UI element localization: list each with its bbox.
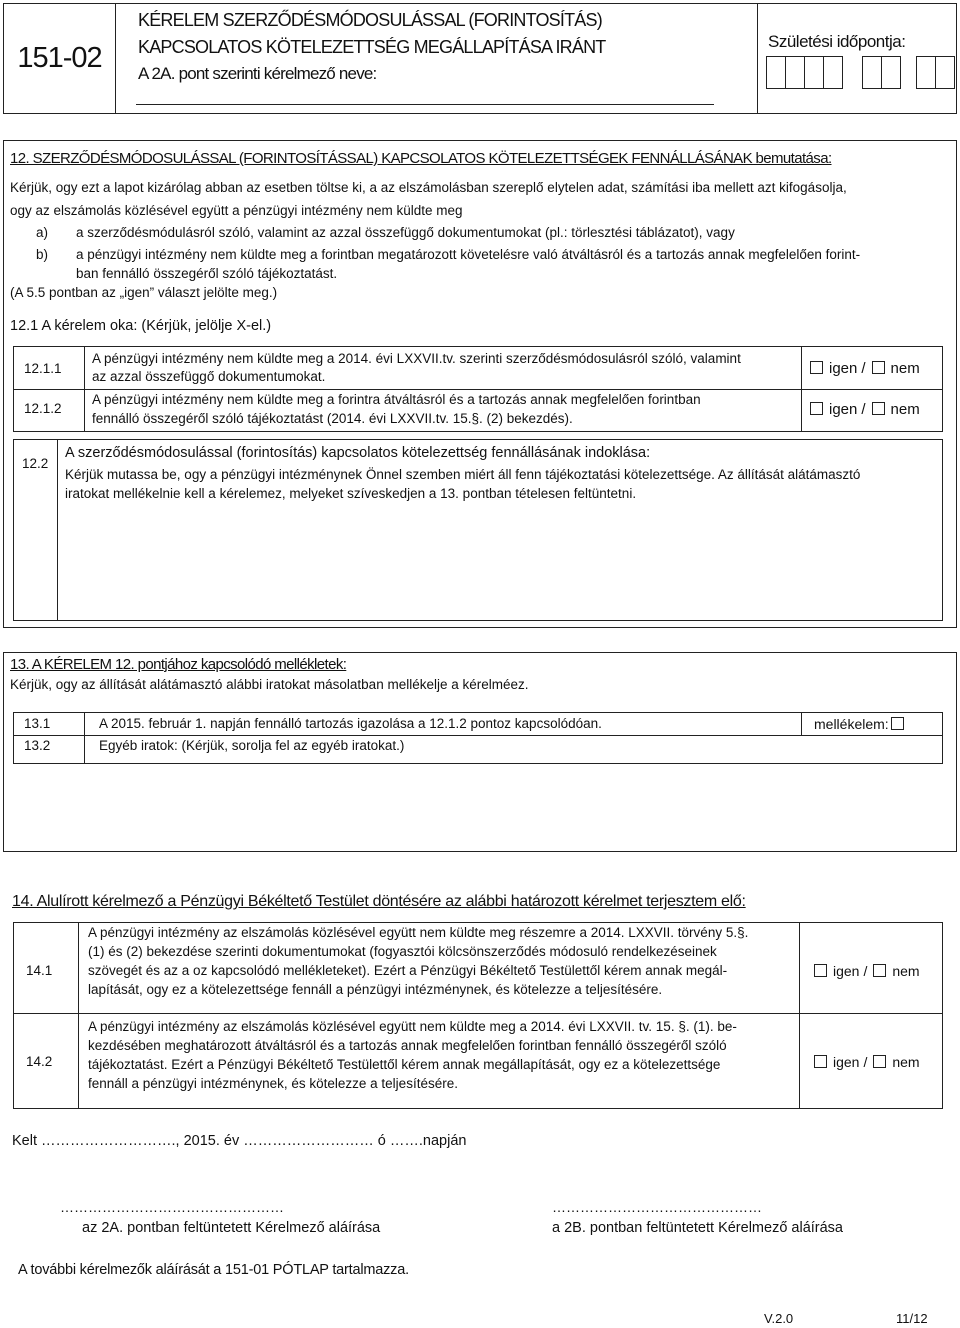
table-divider	[14, 1013, 942, 1014]
checkbox-no[interactable]	[872, 361, 885, 374]
row-num: 13.2	[24, 738, 51, 753]
table-divider	[78, 923, 79, 1108]
checkbox-attached[interactable]	[891, 717, 904, 730]
row-num: 14.2	[26, 1054, 53, 1069]
table-divider	[801, 713, 802, 735]
dob-digit-box[interactable]	[785, 56, 805, 89]
yes-no-choice: igen / nem	[810, 360, 920, 377]
row-text: Egyéb iratok: (Kérjük, sorolja fel az egyéb iratokat.)	[99, 738, 405, 753]
row-num: 12.1.2	[24, 401, 62, 416]
sub-12-2-num: 12.2	[22, 456, 49, 471]
table-divider	[14, 735, 942, 736]
row-text-line: A pénzügyi intézmény az elszámolás közlésével együtt nem küldte meg részemre a 2014. LXXVII. törvény 5.§.	[88, 925, 749, 940]
dob-digit-box[interactable]	[823, 56, 843, 89]
item-a-text: a szerződésmódulásról szóló, valamint az azzal összefüggő dokumentumokat (pl.: törlesztési táblázatot), vagy	[76, 225, 735, 240]
sub-12-2-heading: A szerződésmódosulással (forintosítás) kapcsolatos kötelezettség fennállásának indoklása:	[65, 445, 651, 461]
page-number: 11/12	[896, 1311, 928, 1326]
checkbox-no[interactable]	[873, 1055, 886, 1068]
dob-digit-box[interactable]	[881, 56, 901, 89]
date-line[interactable]: Kelt ………………………., 2015. év ……………………… ó …….napján	[12, 1133, 467, 1149]
dob-digit-box[interactable]	[935, 56, 955, 89]
row-num: 13.1	[24, 716, 51, 731]
signature-line-right[interactable]: ………………………………………	[552, 1199, 762, 1215]
signature-line-left[interactable]: …………………………………………	[60, 1199, 284, 1215]
table-12-1	[13, 346, 943, 432]
signature-label-left: az 2A. pontban feltüntetett Kérelmező aláírása	[82, 1220, 381, 1236]
dob-block	[758, 4, 956, 113]
row-text-line: az azzal összefüggő dokumentumokat.	[92, 369, 326, 384]
dob-digit-box[interactable]	[804, 56, 824, 89]
dob-digit-box[interactable]	[916, 56, 936, 89]
form-code: 151-02	[4, 4, 116, 113]
table-14	[13, 922, 943, 1109]
sub-12-2-text-1: Kérjük mutassa be, ogy a pénzügyi intézménynek Önnel szemben miért áll fenn tájékoztatási kötelezettsége. Az állítását alátámasztó	[65, 467, 861, 482]
dob-digit-box[interactable]	[862, 56, 882, 89]
attach-choice: mellékelem:	[814, 716, 910, 732]
checkbox-no[interactable]	[872, 402, 885, 415]
row-text: A 2015. február 1. napján fennálló tartozás igazolása a 12.1.2 pontoz kapcsolódóan.	[99, 716, 602, 731]
row-text-line: szövegét és az a oz kapcsolódó mellékleteket). Ezért a Pénzügyi Békéltető Testülettől kérem annak megál-	[88, 963, 728, 978]
other-documents-area[interactable]	[85, 768, 935, 846]
item-b-label: b)	[36, 247, 49, 262]
form-title-line2: KAPCSOLATOS KÖTELEZETTSÉG MEGÁLLAPÍTÁSA IRÁNT	[138, 37, 606, 57]
row-text-line: tájékoztatást. Ezért a Pénzügyi Békéltető Testülettől kérem annak megállapítását, ogy ez a kötelezettsége	[88, 1057, 721, 1072]
dob-label: Születési időpontja:	[768, 32, 906, 51]
applicant-name-field[interactable]	[136, 104, 714, 105]
sub-12-2-text-2: iratokat mellékelnie kell a kérelemez, melyeket szíveskedjen a 13. pontban tételesen feltüntetni.	[65, 486, 637, 501]
yes-no-choice: igen / nem	[814, 1054, 920, 1070]
row-text-line: fennálló összegéről szóló tájékoztatást (2014. évi LXXVII.tv. 15.§. (2) bekezdés).	[92, 411, 573, 426]
checkbox-yes[interactable]	[814, 1055, 827, 1068]
justification-text-area[interactable]	[58, 506, 934, 614]
section-13-intro: Kérjük, ogy az állítását alátámasztó alábbi iratokat másolatban mellékelje a kérelméez.	[10, 677, 529, 692]
table-13	[13, 712, 943, 764]
row-num: 12.1.1	[24, 361, 62, 376]
applicant-name-label: A 2A. pont szerinti kérelmező neve:	[138, 64, 377, 83]
checkbox-yes[interactable]	[810, 361, 823, 374]
row-text-line: A pénzügyi intézmény az elszámolás közlésével együtt nem küldte meg a 2014. évi LXXVII. tv. 15. §. (1). be-	[88, 1019, 737, 1034]
dob-digit-box[interactable]	[766, 56, 786, 89]
table-divider	[799, 923, 800, 1108]
row-text-line: kezdésében meghatározott átváltásról és a tartozás annak megfelelően forintban fennálló összegéről szóló	[88, 1038, 727, 1053]
row-text-line: (1) és (2) bekezdése szerinti dokumentumokat (fogyasztói kölcsönszerződés módosuló rendelkezéseinek	[88, 944, 717, 959]
signature-label-right: a 2B. pontban feltüntetett Kérelmező aláírása	[552, 1220, 843, 1236]
checkbox-yes[interactable]	[814, 964, 827, 977]
checkbox-yes[interactable]	[810, 402, 823, 415]
version-label: V.2.0	[764, 1311, 794, 1326]
row-text-line: fennáll a pénzügyi intézménynek, és kötelezze a teljesítésére.	[88, 1076, 458, 1091]
row-text-line: lapítását, ogy ez a kötelezettsége fennáll a pénzügyi intézménynek, és kötelezze a teljesítésére.	[88, 982, 663, 997]
form-title-block	[116, 4, 758, 113]
item-b-text-2: ban fennálló összegéről szóló tájékoztatást.	[76, 266, 338, 281]
checkbox-no[interactable]	[873, 964, 886, 977]
item-a-label: a)	[36, 225, 49, 240]
additional-signatures-note: A további kérelmezők aláírását a 151-01 PÓTLAP tartalmazza.	[18, 1262, 409, 1278]
table-divider	[84, 713, 85, 763]
section-12-note: (A 5.5 pontban az „igen” választ jelölte meg.)	[10, 285, 278, 300]
section-12-heading: 12. SZERZŐDÉSMÓDOSULÁSSAL (FORINTOSÍTÁSSAL) KAPCSOLATOS KÖTELEZETTSÉGEK FENNÁLLÁSÁNAK bemutatása:	[10, 150, 832, 167]
section-13-heading: 13. A KÉRELEM 12. pontjához kapcsolódó mellékletek:	[10, 656, 347, 673]
row-text-line: A pénzügyi intézmény nem küldte meg a forintra átváltásról és a tartozás annak megfelelően forintban	[92, 392, 701, 407]
yes-no-choice: igen / nem	[810, 401, 920, 418]
sub-12-1-heading: 12.1 A kérelem oka: (Kérjük, jelölje X-el.)	[10, 318, 272, 334]
section-12-intro-2: ogy az elszámolás közlésével együtt a pénzügyi intézmény nem küldte meg	[10, 203, 463, 218]
section-14-heading: 14. Alulírott kérelmező a Pénzügyi Békéltető Testület döntésére az alábbi határozott kérelmet terjesztem elő:	[12, 893, 746, 910]
form-header	[3, 3, 957, 114]
row-num: 14.1	[26, 963, 53, 978]
row-text-line: A pénzügyi intézmény nem küldte meg a 2014. évi LXXVII.tv. szerinti szerződésmódosulásról szóló, valamint	[92, 351, 741, 366]
form-title-line1: KÉRELEM SZERZŐDÉSMÓDOSULÁSSAL (FORINTOSÍTÁS)	[138, 10, 602, 30]
item-b-text-1: a pénzügyi intézmény nem küldte meg a forintban megatározott követelésre való átváltásról és a tartozás annak megfelelően forint-	[76, 247, 861, 262]
yes-no-choice: igen / nem	[814, 963, 920, 979]
section-12-intro-1: Kérjük, ogy ezt a lapot kizárólag abban az esetben töltse ki, a az elszámolásban szereplő elytelen adat, számítási iba mellett azt kifogásolja,	[10, 180, 847, 195]
